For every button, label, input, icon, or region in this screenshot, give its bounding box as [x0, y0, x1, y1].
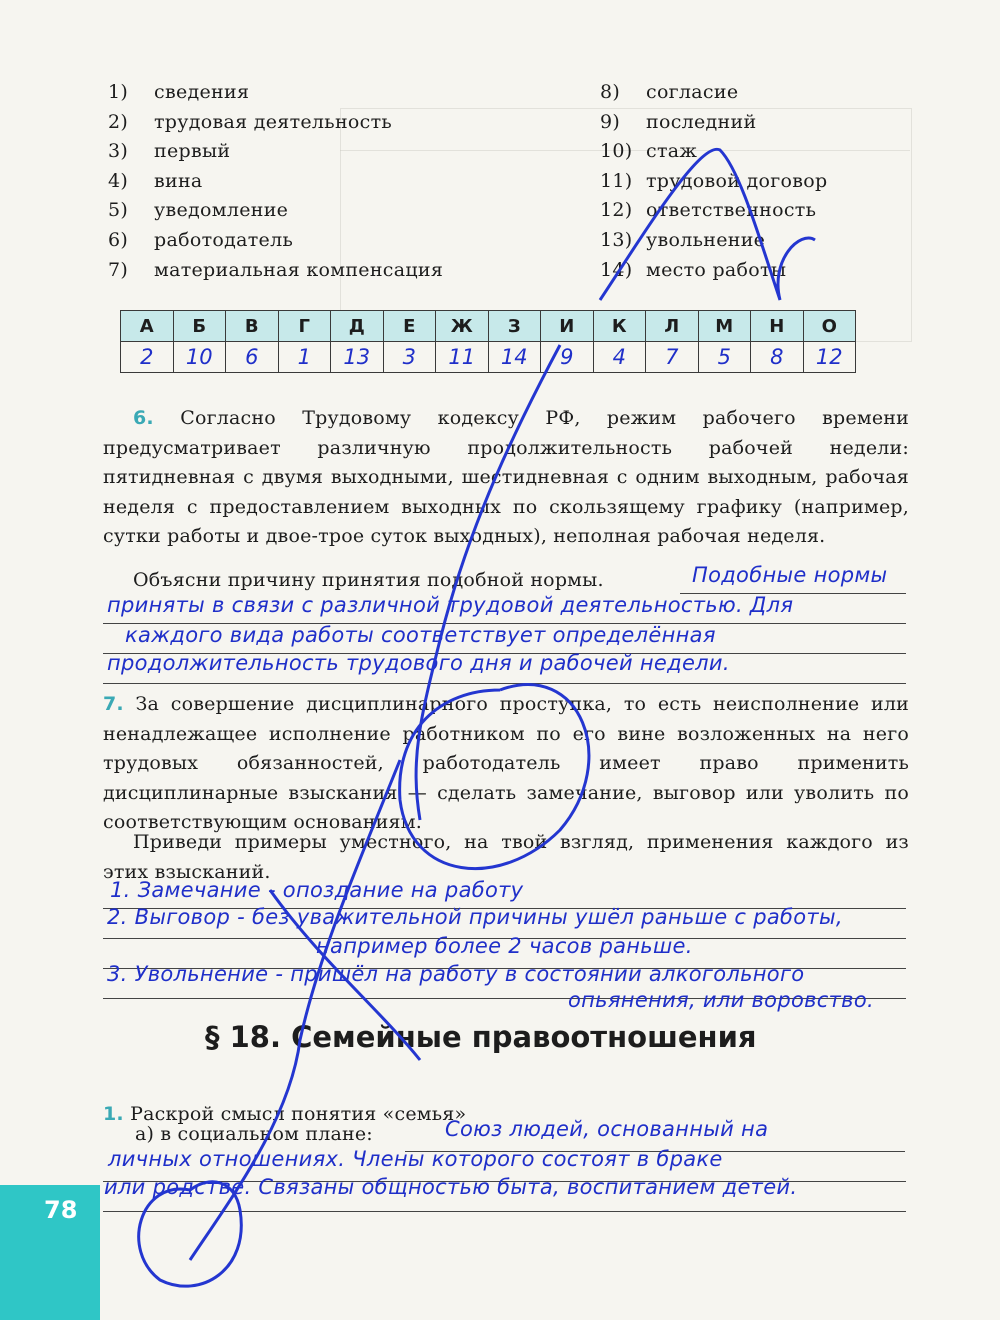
word-list-text: увольнение: [646, 228, 766, 251]
handwritten-answer: Союз людей, основанный на: [445, 1117, 769, 1141]
table-letter-cell: В: [226, 311, 279, 342]
task7-text: 7. За совершение дисциплинарного проступка, то есть неисполнение или ненадлежащее исполнение работником по его вине возложенных на него трудовых обязанностей, работодатель имеет право применить дисциплинарные взыскания — сделать замечание, выговор или уволить по соответствующим основаниям.: [103, 693, 909, 833]
word-list-number: 6): [108, 228, 129, 251]
word-list-number: 8): [600, 81, 621, 103]
handwritten-answer: опьянения, или воровство.: [568, 988, 874, 1012]
word-list-text: трудовой договор: [646, 169, 828, 192]
word-list-number: 10): [600, 140, 633, 163]
table-answer-cell: 11: [436, 342, 489, 373]
word-list-number: 7): [108, 258, 129, 281]
word-list-number: 4): [108, 169, 129, 192]
handwritten-answer: 3. Увольнение - пришёл на работу в состоянии алкогольного: [107, 962, 805, 986]
task6-text: 6. Согласно Трудовому кодексу РФ, режим рабочего времени предусматривает различную продолжительность рабочей недели: пятидневная с двумя выходными, шестидневная с одним выходным, рабочая неделя с предоставлением выходных по скользящему графику (например, сутки работы и двое-трое суток выходных), неполная рабочая неделя.: [103, 407, 909, 547]
handwritten-answer: 1. Замечание - опоздание на работу: [110, 878, 524, 902]
task7-question: Приведи примеры уместного, на твой взгляд, применения каждого из этих взысканий.: [103, 831, 909, 883]
word-list-item: [108, 256, 443, 286]
answer-line: [103, 683, 906, 684]
handwritten-answer: Подобные нормы: [692, 563, 888, 587]
word-list-text: последний: [646, 110, 757, 133]
word-list-text: вина: [154, 169, 203, 192]
word-list-number: 1): [108, 81, 129, 103]
table-answer-cell: 13: [331, 342, 384, 373]
handwritten-answer: каждого вида работы соответствует определённая: [125, 623, 716, 647]
answer-table: [120, 310, 856, 373]
word-list-item: [108, 167, 443, 197]
task1-number: 1.: [103, 1103, 124, 1125]
table-answer-cell: 7: [646, 342, 699, 373]
handwritten-answer: приняты в связи с различной трудовой деятельностью. Для: [107, 593, 794, 617]
table-letter-cell: Б: [173, 311, 226, 342]
table-letter-cell: Ж: [436, 311, 489, 342]
table-letter-cell: И: [541, 311, 594, 342]
table-answer-cell: 4: [593, 342, 646, 373]
table-answer-cell: 2: [121, 342, 174, 373]
word-list-text: материальная компенсация: [154, 258, 444, 281]
handwritten-answer: или родстве. Связаны общностью быта, воспитанием детей.: [104, 1175, 798, 1199]
table-answer-cell: 10: [173, 342, 226, 373]
word-list-text: трудовая деятельность: [154, 110, 393, 133]
table-answer-cell: 5: [698, 342, 751, 373]
word-list-left: [108, 78, 443, 285]
word-list-number: 5): [108, 199, 129, 222]
table-answer-cell: 6: [226, 342, 279, 373]
table-letter-cell: Е: [383, 311, 436, 342]
word-list-number: 12): [600, 199, 633, 222]
table-letter-cell: А: [121, 311, 174, 342]
word-list-text: сведения: [154, 81, 250, 103]
word-list-number: 11): [600, 169, 633, 192]
task1-text: 1. Раскрой смысл понятия «семья»: [103, 1103, 467, 1125]
word-list-text: место работы: [646, 258, 787, 281]
task7-number: 7.: [103, 693, 124, 715]
table-letter-cell: Г: [278, 311, 331, 342]
word-list-number: 2): [108, 110, 129, 133]
word-list-text: ответственность: [646, 199, 817, 222]
handwritten-answer: личных отношениях. Члены которого состоят в браке: [108, 1147, 723, 1171]
word-list-text: работодатель: [154, 228, 294, 251]
table-letter-cell: О: [803, 311, 856, 342]
word-list-item: [108, 108, 443, 138]
word-list-item: [108, 226, 443, 256]
handwritten-answer: 2. Выговор - без уважительной причины ушёл раньше с работы,: [107, 905, 843, 929]
table-letter-cell: Л: [646, 311, 699, 342]
table-answer-cell: 1: [278, 342, 331, 373]
table-letter-cell: З: [488, 311, 541, 342]
table-letter-cell: Д: [331, 311, 384, 342]
table-letter-cell: К: [593, 311, 646, 342]
word-list-item: [600, 137, 827, 167]
word-list-text: уведомление: [154, 199, 289, 222]
word-list-text: первый: [154, 140, 231, 163]
section-title: § 18. Семейные правоотношения: [205, 1020, 757, 1054]
handwritten-answer: продолжительность трудового дня и рабочей недели.: [107, 651, 730, 675]
table-answer-cell: 9: [541, 342, 594, 373]
word-list-number: 13): [600, 228, 633, 251]
word-list-number: 3): [108, 140, 129, 163]
word-list-item: [600, 167, 827, 197]
task6-question: Объясни причину принятия подобной нормы.: [133, 569, 604, 591]
page-number: 78: [44, 1196, 78, 1224]
word-list-item: [108, 78, 443, 108]
table-answer-cell: 8: [751, 342, 804, 373]
answer-line: [103, 1211, 906, 1212]
handwritten-answer: например более 2 часов раньше.: [316, 934, 693, 958]
table-answer-cell: 3: [383, 342, 436, 373]
table-letter-cell: М: [698, 311, 751, 342]
table-answer-cell: 14: [488, 342, 541, 373]
word-list-item: [600, 78, 827, 108]
word-list-text: стаж: [646, 140, 698, 163]
word-list-item: [108, 137, 443, 167]
word-list-right: [600, 78, 827, 285]
word-list-number: 9): [600, 110, 621, 133]
word-list-number: 14): [600, 258, 633, 281]
word-list-item: [108, 196, 443, 226]
word-list-item: [600, 226, 827, 256]
word-list-item: [600, 256, 827, 286]
table-answer-cell: 12: [803, 342, 856, 373]
word-list-item: [600, 196, 827, 226]
word-list-text: согласие: [646, 81, 739, 103]
word-list-item: [600, 108, 827, 138]
task1-sub: а) в социальном плане:: [135, 1123, 373, 1145]
task6-number: 6.: [133, 407, 154, 429]
table-letter-cell: Н: [751, 311, 804, 342]
